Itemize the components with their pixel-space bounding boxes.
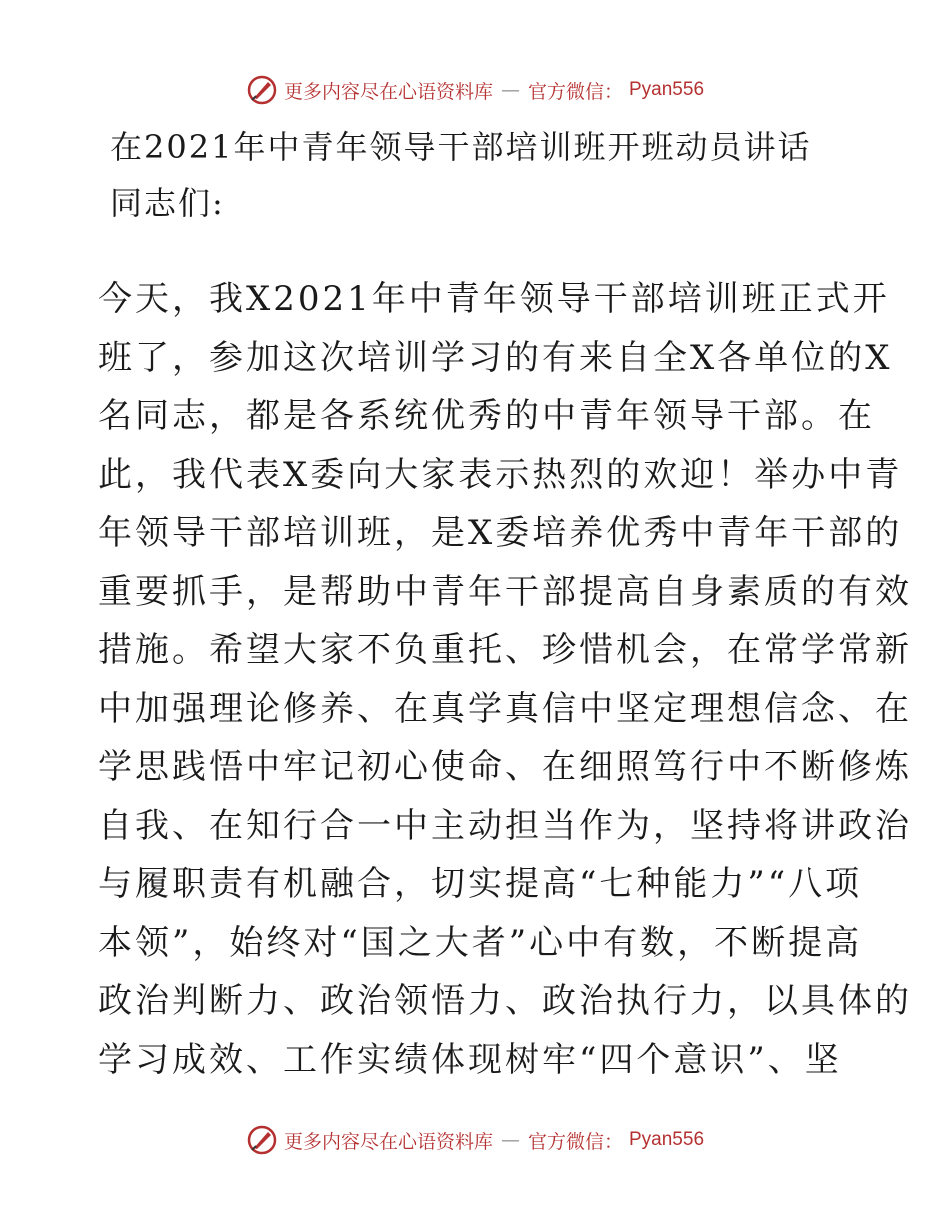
body-line: 年领导干部培训班，是X委培养优秀中青年干部的 <box>98 513 903 553</box>
watermark-separator: — <box>500 79 520 101</box>
quill-logo-icon <box>246 1124 278 1156</box>
salutation: 同志们: <box>110 184 225 222</box>
body-line: 本领”，始终对“国之大者”心中有数，不断提高 <box>98 922 863 963</box>
watermark-account: Pyan556 <box>629 79 705 100</box>
quill-logo-icon <box>246 74 278 106</box>
body-line: 重要抓手，是帮助中青年干部提高自身素质的有效 <box>98 571 912 612</box>
body-line: 中加强理论修养、在真学真信中坚定理想信念、在 <box>98 688 912 729</box>
body-line: 自我、在知行合一中主动担当作为，坚持将讲政治 <box>98 805 912 846</box>
watermark-account: Pyan556 <box>629 1129 705 1150</box>
body-line: 政治判断力、政治领悟力、政治执行力，以具体的 <box>98 981 912 1021</box>
body-line: 措施。希望大家不负重托、珍惜机会，在常学常新 <box>98 630 912 670</box>
watermark-wechat-label: 官方微信： <box>527 80 623 103</box>
body-line: 此，我代表X委向大家表示热烈的欢迎！举办中青 <box>98 454 903 495</box>
watermark-separator: — <box>500 1129 520 1151</box>
watermark-text: 更多内容尽在心语资料库 <box>283 80 493 103</box>
body-line: 与履职责有机融合，切实提高“七种能力”“八项 <box>98 864 863 904</box>
watermark-footer <box>0 1124 950 1156</box>
body-line: 学习成效、工作实绩体现树牢“四个意识”、坚 <box>98 1039 842 1080</box>
body-line: 班了，参加这次培训学习的有来自全X各单位的X <box>98 337 893 378</box>
watermark-text: 更多内容尽在心语资料库 <box>283 1130 493 1153</box>
document-title: 在2021年中青年领导干部培训班开班动员讲话 <box>110 128 812 166</box>
body-paragraph <box>98 270 912 1089</box>
watermark-header <box>0 74 950 106</box>
body-line: 学思践悟中牢记初心使命、在细照笃行中不断修炼 <box>98 747 912 787</box>
body-line: 今天，我X2021年中青年领导干部培训班正式开 <box>98 279 890 319</box>
watermark-wechat-label: 官方微信： <box>527 1130 623 1153</box>
body-line: 名同志，都是各系统优秀的中青年领导干部。在 <box>98 396 875 436</box>
